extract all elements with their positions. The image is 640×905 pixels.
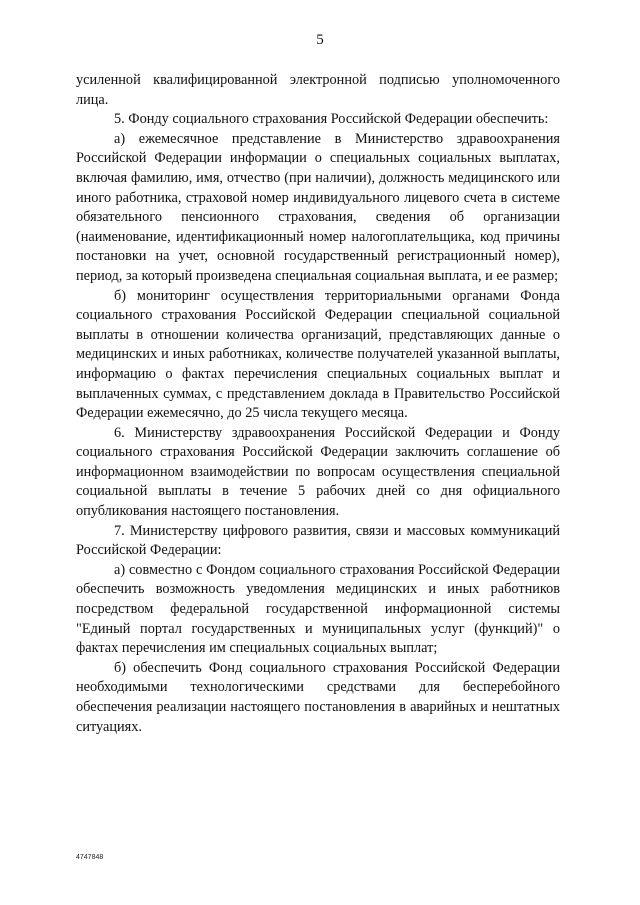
paragraph-item-7a: а) совместно с Фондом социального страхования Российской Федерации обеспечить возможность уведомления медицинских и иных работников посредством федеральной государственной информационной системы "Единый портал государственных и муниципальных услуг (функций)" о фактах перечисления им специальных социальных выплат; [76, 561, 560, 657]
paragraph-item-6: 6. Министерству здравоохранения Российской Федерации и Фонду социального страхования Российской Федерации заключить соглашение об информационном взаимодействии по вопросам осуществления специальной социальной выплаты в течение 5 рабочих дней со дня официального опубликования настоящего постановления. [76, 424, 560, 520]
paragraph-item-7b: б) обеспечить Фонд социального страхования Российской Федерации необходимыми технологическими средствами для бесперебойного обеспечения реализации настоящего постановления в аварийных и нештатных ситуациях. [76, 659, 560, 735]
paragraph-item-5b: б) мониторинг осуществления территориальными органами Фонда социального страхования Российской Федерации специальной социальной выплаты в отношении количества организаций, представляющих данные о медицинских и иных работниках, количестве получателей указанной выплаты, информацию о фактах перечисления специальных социальных выплат и выплаченных суммах, с представлением доклада в Правительство Российской Федерации ежемесячно, до 25 числа текущего месяца. [76, 287, 560, 422]
document-id: 4747848 [76, 854, 104, 861]
document-body [76, 71, 560, 737]
page-number: 5 [316, 32, 324, 48]
paragraph-item-5a: а) ежемесячное представление в Министерство здравоохранения Российской Федерации информации о специальных социальных выплатах, включая фамилию, имя, отчество (при наличии), должность медицинского или иного работника, страховой номер индивидуального лицевого счета в системе обязательного пенсионного страхования, сведения об организации (наименование, идентификационный номер налогоплательщика, код причины постановки на учет, основной государственный регистрационный номер), период, за который произведена специальная социальная выплата, и ее размер; [76, 130, 560, 284]
paragraph-item-7: 7. Министерству цифрового развития, связи и массовых коммуникаций Российской Федерации: [76, 522, 560, 559]
paragraph-continuation: усиленной квалифицированной электронной подписью уполномоченного лица. [76, 72, 560, 108]
paragraph-item-5: 5. Фонду социального страхования Российской Федерации обеспечить: [114, 111, 549, 128]
